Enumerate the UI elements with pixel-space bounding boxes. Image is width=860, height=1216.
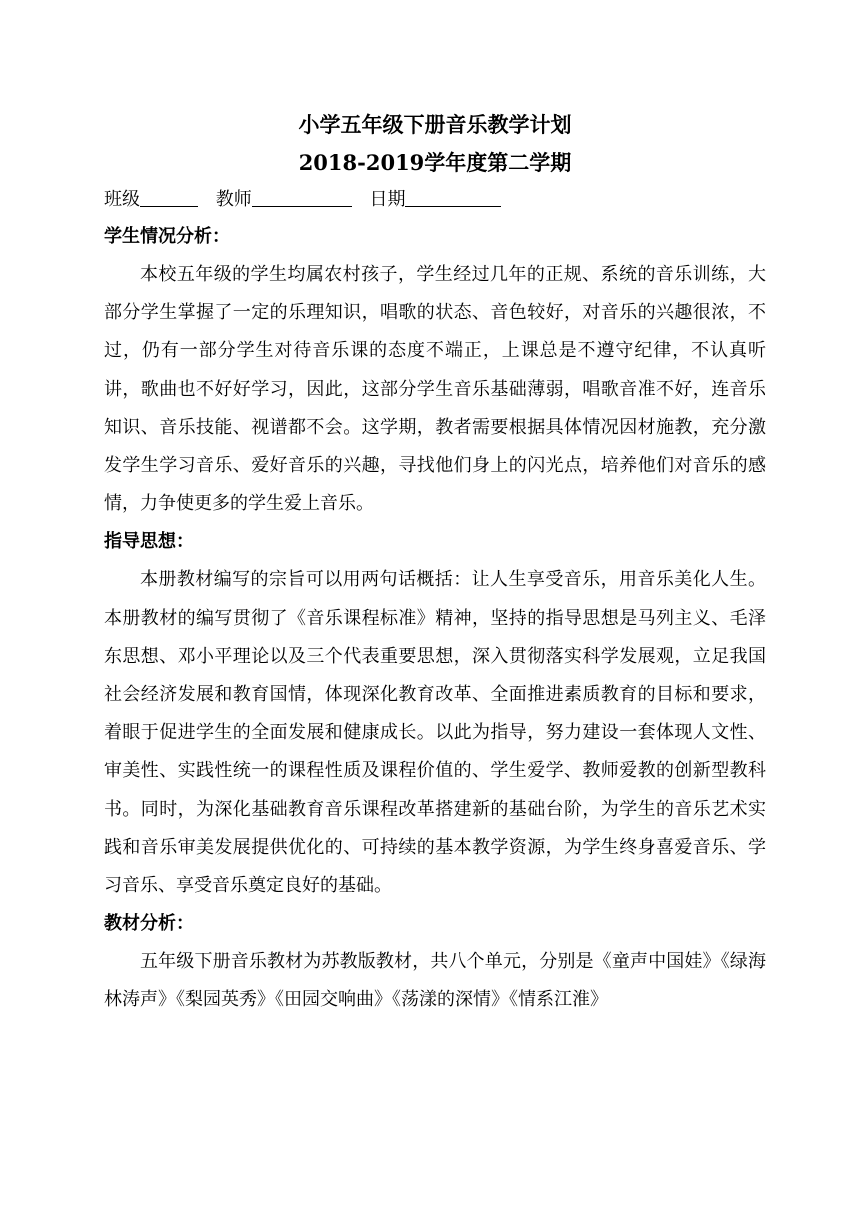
section-heading: 教材分析： [104,913,194,935]
class-blank [140,188,198,207]
info-line [104,182,766,218]
section-heading: 学生情况分析： [104,226,230,247]
section-textbook-analysis [104,905,766,1019]
section-body: 本校五年级的学生均属农村孩子，学生经过几年的正规、系统的音乐训练，大部分学生掌握了一定的乐理知识，唱歌的状态、音色较好，对音乐的兴趣很浓，不过，仍有一部分学生对待音乐课的态度不端正，上课总是不遵守纪律，不认真听讲，歌曲也不好好学习，因此，这部分学生音乐基础薄弱，唱歌音准不好，连音乐知识、音乐技能、视谱都不会。这学期，教者需要根据具体情况因材施教，充分激发学生学习音乐、爱好音乐的兴趣，寻找他们身上的闪光点，培养他们对音乐的感情，力争使更多的学生爱上音乐。 [104,264,766,515]
section-student-analysis [104,218,766,523]
document-subtitle: 2018-2019学年度第二学期 [298,150,572,175]
date-blank [405,188,501,207]
teacher-label: 教师 [215,189,252,210]
document-page [104,106,766,1020]
section-guiding-thought [104,523,766,905]
section-body: 五年级下册音乐教材为苏教版教材，共八个单元，分别是《童声中国娃》《绿海林涛声》《梨园英秀》《田园交响曲》《荡漾的深情》《情系江淮》 [104,951,766,1011]
class-label: 班级 [104,189,140,210]
date-label: 日期 [369,189,406,210]
teacher-blank [252,188,352,207]
section-heading: 指导思想： [104,531,194,553]
section-body: 本册教材编写的宗旨可以用两句话概括：让人生享受音乐，用音乐美化人生。本册教材的编写贯彻了《音乐课程标准》精神，坚持的指导思想是马列主义、毛泽东思想、邓小平理论以及三个代表重要思想，深入贯彻落实科学发展观，立足我国社会经济发展和教育国情，体现深化教育改革、全面推进素质教育的目标和要求，着眼于促进学生的全面发展和健康成长。以此为指导，努力建设一套体现人文性、审美性、实践性统一的课程性质及课程价值的、学生爱学、教师爱教的创新型教科书。同时，为深化基础教育音乐课程改革搭建新的基础台阶，为学生的音乐艺术实践和音乐审美发展提供优化的、可持续的基本教学资源，为学生终身喜爱音乐、学习音乐、享受音乐奠定良好的基础。 [104,569,766,897]
document-title: 小学五年级下册音乐教学计划 [298,112,572,137]
